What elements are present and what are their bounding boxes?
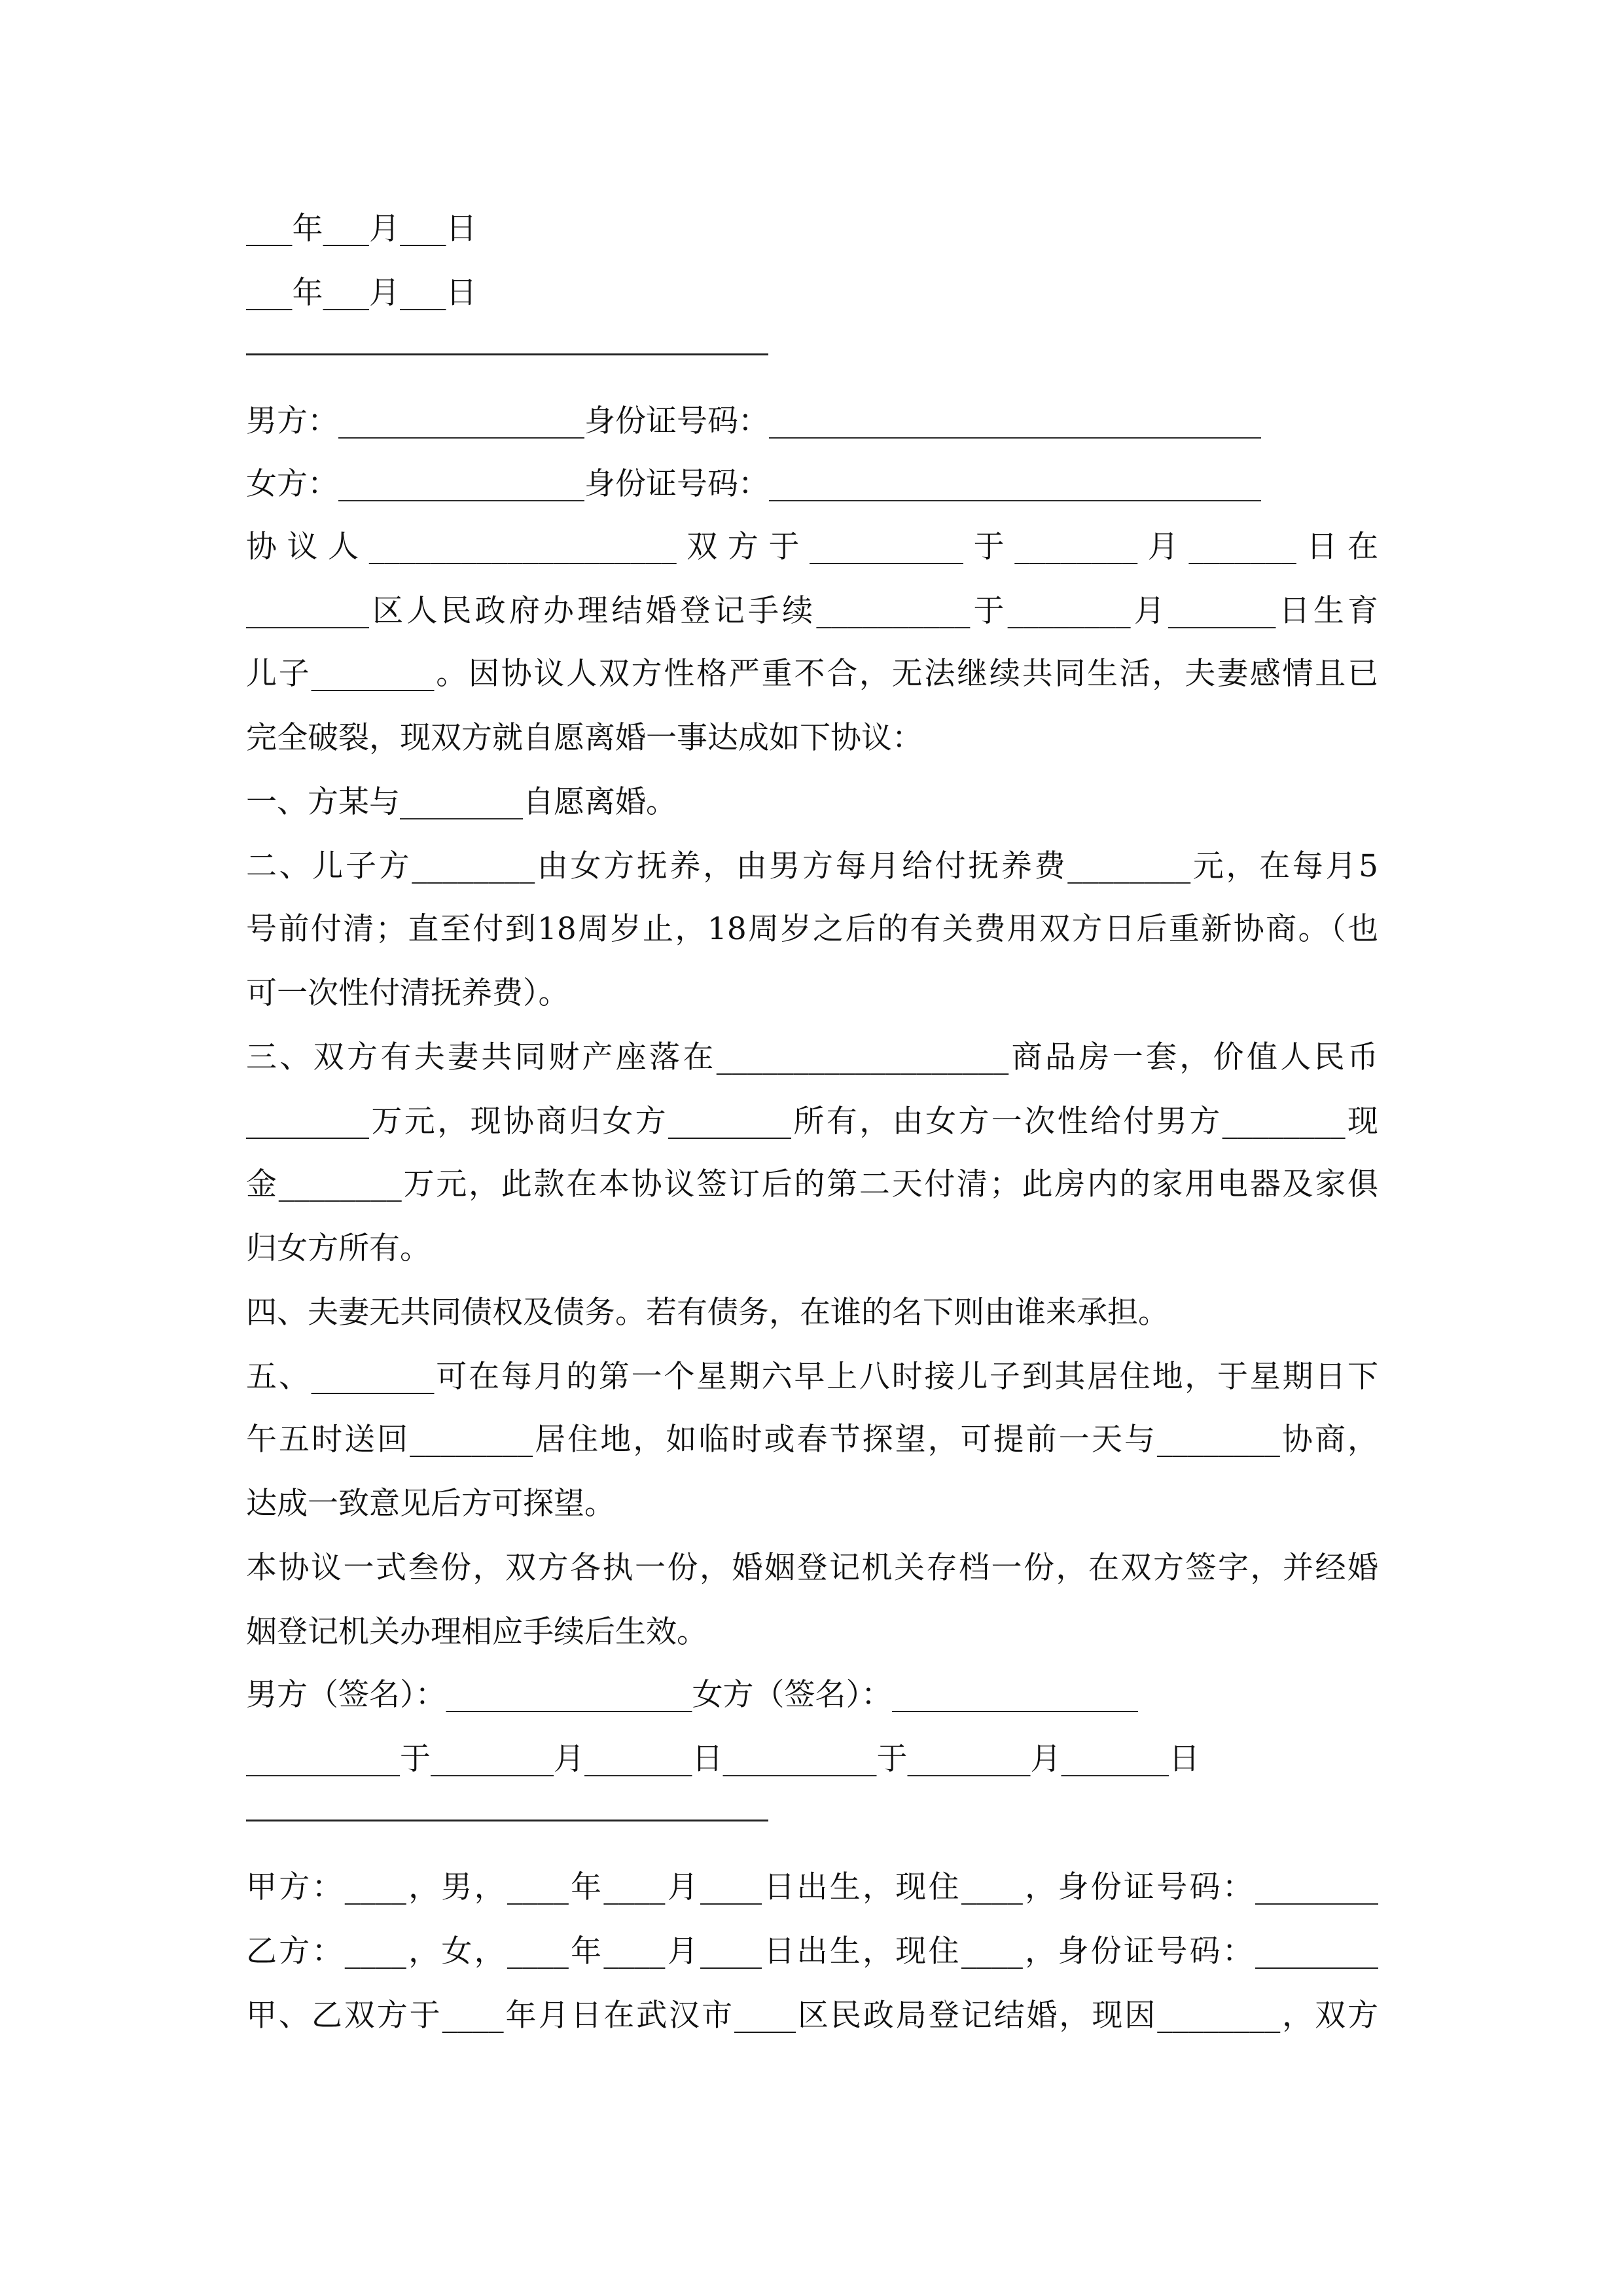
clause-5-line: 午五时送回________居住地，如临时或春节探望，可提前一天与________协商， [246,1422,1378,1458]
clause-5-line: 五、________可在每月的第一个星期六早上八时接儿子到其居住地，于星期日下 [246,1359,1378,1395]
section-divider-2 [246,1820,768,1821]
paragraph-line: 儿子________。因协议人双方性格严重不合，无法继续共同生活，夫妻感情且已 [246,656,1378,692]
clause-3-line: 归女方所有。 [246,1230,431,1266]
section-divider-1 [246,353,768,355]
signature-date-line: __________于________月_______日__________于________月_______日 [246,1741,1200,1777]
clause-1-line: 一、方某与________自愿离婚。 [246,784,677,820]
paragraph-line: 完全破裂，现双方就自愿离婚一事达成如下协议： [246,720,923,756]
clause-2-line: 号前付清；直至付到18周岁止，18周岁之后的有关费用双方日后重新协商。（也 [246,911,1378,947]
male-party-line: 男方：________________身份证号码：________________________________ [246,403,1261,439]
validity-line: 姻登记机关办理相应手续后生效。 [246,1614,707,1650]
party-b-line: 乙方：____，女，____年____月____日出生，现住____，身份证号码：________ [246,1933,1378,1969]
date-line-2: ___年___月___日 [246,275,477,311]
clause-5-line: 达成一致意见后方可探望。 [246,1486,615,1522]
party-a-line: 甲方：____，男，____年____月____日出生，现住____，身份证号码：________ [246,1869,1378,1905]
clause-4-line: 四、夫妻无共同债权及债务。若有债务，在谁的名下则由谁来承担。 [246,1295,1169,1331]
date-line-1: ___年___月___日 [246,211,477,247]
validity-line: 本协议一式叁份，双方各执一份，婚姻登记机关存档一份，在双方签字，并经婚 [246,1550,1378,1586]
female-party-line: 女方：________________身份证号码：________________________________ [246,466,1261,502]
clause-3-line: 金________万元，此款在本协议签订后的第二天付清；此房内的家用电器及家俱 [246,1166,1378,1202]
clause-3-line: ________万元，现协商归女方________所有，由女方一次性给付男方________现 [246,1103,1378,1139]
paragraph-line: ________区人民政府办理结婚登记手续__________于________月_______日生育 [246,593,1378,629]
paragraph-line: 协议人____________________双方于__________于________月_______日在 [246,529,1378,565]
clause-2-line: 二、儿子方________由女方抚养，由男方每月给付抚养费________元，在每月5 [246,848,1378,884]
clause-2-line: 可一次性付清抚养费）。 [246,975,569,1011]
marriage-registration-line: 甲、乙双方于____年月日在武汉市____区民政局登记结婚，现因________，双方 [246,1998,1378,2034]
signature-line: 男方（签名）：________________女方（签名）：________________ [246,1677,1138,1713]
clause-3-line: 三、双方有夫妻共同财产座落在___________________商品房一套，价值人民币 [246,1039,1378,1075]
